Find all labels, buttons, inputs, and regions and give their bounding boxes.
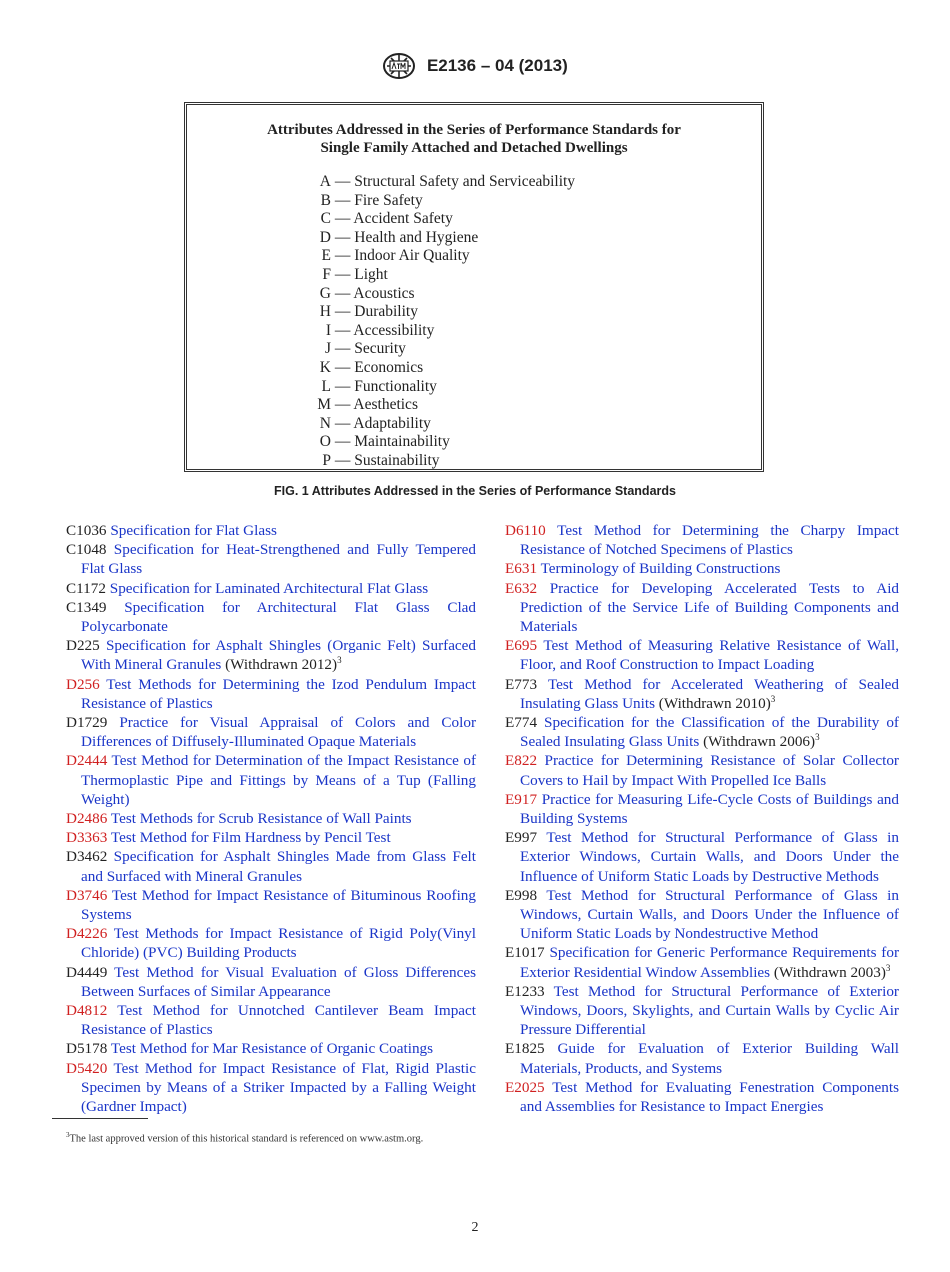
attribute-dash: — [331,173,355,190]
reference-entry [505,1039,899,1077]
reference-code: C1349 [66,598,107,616]
page-header [0,52,950,80]
attribute-item [287,303,575,322]
reference-code: D1729 [66,714,108,732]
reference-code: D3462 [66,848,108,866]
reference-code: D3746 [66,886,108,904]
reference-entry [66,540,476,578]
attribute-letter: I [325,321,331,339]
attribute-dash: — [331,377,355,395]
attribute-letter: O [319,433,331,451]
reference-title-link[interactable]: Test Method for Visual Evaluation of Gloss Differences Between Surfaces of Similar Appearance [81,963,476,1000]
reference-title-link[interactable]: Practice for Determining Resistance of Solar Collector Covers to Hail by Impact With Propelled Ice Balls [520,752,899,789]
reference-code: E917 [505,790,538,808]
reference-entry [66,963,476,1001]
attribute-dash: — [331,414,354,432]
reference-title-link[interactable]: Specification for Asphalt Shingles (Organic Felt) Surfaced With Mineral Granules [81,637,477,674]
reference-title-link[interactable]: Test Method for Mar Resistance of Organic Coatings [110,1040,434,1058]
attribute-dash: — [331,340,355,358]
reference-title-link[interactable]: Terminology of Building Constructions [540,560,781,578]
footnote-text: The last approved version of this historical standard is referenced on www.astm.org. [69,1133,424,1145]
attribute-letter: F [322,265,331,283]
reference-entry [66,579,476,598]
attribute-item [287,396,575,415]
attribute-name: Structural Safety and Serviceability [354,173,576,190]
standard-designation: E2136 – 04 (2013) [426,56,568,75]
attribute-item [287,266,575,285]
attribute-dash: — [331,451,355,469]
reference-code: D6110 [505,522,546,539]
footnote-reference: 3 [770,693,776,704]
reference-entry [66,886,476,924]
reference-entry [505,713,899,751]
reference-title-link[interactable]: Specification for the Classification of the Durability of Sealed Insulating Glass Units [520,714,899,751]
reference-code: E632 [505,579,538,597]
reference-code: D3363 [66,829,108,847]
attribute-name: Sustainability [354,451,440,469]
reference-code: E774 [505,714,538,732]
footnote-reference: 3 [885,962,891,973]
reference-title-link[interactable]: Test Method for Structural Performance of Glass in Windows, Curtain Walls, and Doors Under the Influence of Uniform Static Loads by Nondestructive Method [520,886,899,943]
attribute-item [287,192,575,211]
reference-withdrawn-note: (Withdrawn 2006) [699,733,816,751]
astm-logo-icon [382,52,416,80]
reference-entry [66,675,476,713]
attribute-item [287,415,575,434]
references-left-column [66,521,476,1116]
attribute-dash: — [331,265,355,283]
reference-entry [66,1059,476,1117]
references-right-column [505,521,899,1116]
attribute-letter: C [320,210,331,228]
attribute-item [287,378,575,397]
reference-title-link[interactable]: Specification for Asphalt Shingles Made from Glass Felt and Surfaced with Mineral Granules [81,848,476,885]
reference-title-link[interactable]: Test Method for Structural Performance of Glass in Exterior Windows, Curtain Walls, and Doors Under the Influence of Uniform Static Loads by Destructive Methods [520,829,899,885]
attribute-name: Accident Safety [353,210,453,228]
reference-title-link[interactable]: Practice for Measuring Life-Cycle Costs of Buildings and Building Systems [520,790,899,828]
reference-entry [505,1078,899,1116]
reference-entry [505,579,899,637]
reference-entry [505,828,899,886]
reference-code: E695 [505,637,538,655]
reference-code: C1172 [66,579,106,597]
reference-code: E773 [505,675,538,693]
attribute-name: Acoustics [353,284,415,302]
reference-entry [66,1001,476,1039]
reference-code: D256 [66,675,100,693]
reference-title-link[interactable]: Specification for Laminated Architectural Flat Glass [109,579,429,597]
reference-title-link[interactable]: Specification for Flat Glass [110,522,277,539]
attribute-name: Functionality [354,377,437,395]
reference-title-link[interactable]: Test Methods for Scrub Resistance of Wall Paints [110,810,412,828]
attribute-item [287,210,575,229]
attribute-letter: B [320,191,331,209]
reference-entry [505,559,899,578]
reference-code: D2486 [66,810,108,828]
reference-entry [505,636,899,674]
attribute-letter: K [319,358,331,376]
reference-code: C1048 [66,541,107,559]
attribute-name: Maintainability [354,433,450,451]
reference-entry [505,790,899,828]
attribute-dash: — [331,191,355,209]
reference-title-link[interactable]: Test Methods for Determining the Izod Pendulum Impact Resistance of Plastics [81,675,476,712]
reference-title-link[interactable]: Test Method for Unnotched Cantilever Beam Impact Resistance of Plastics [81,1002,477,1039]
footnote [52,1128,462,1147]
attribute-item [287,322,575,341]
attribute-item [287,433,575,452]
reference-code: E822 [505,752,538,770]
reference-entry [505,521,899,559]
attribute-dash: — [331,228,355,246]
attribute-name: Indoor Air Quality [354,247,470,265]
reference-entry [66,751,476,809]
reference-title-link[interactable]: Test Methods for Impact Resistance of Rigid Poly(Vinyl Chloride) (PVC) Building Products [81,925,476,962]
reference-entry [505,982,899,1040]
attribute-dash: — [331,284,354,302]
attribute-letter: M [317,396,331,414]
attribute-list [287,173,575,471]
reference-title-link[interactable]: Practice for Visual Appraisal of Colors and Color Differences of Diffusely-Illuminated Opaque Materials [81,714,477,751]
attribute-name: Aesthetics [353,396,418,414]
reference-entry [66,847,476,885]
reference-title-link[interactable]: Test Method for Determining the Charpy Impact Resistance of Notched Specimens of Plastics [520,522,899,559]
reference-entry [66,636,476,674]
footnote-reference: 3 [815,732,820,743]
reference-entry [66,598,476,636]
reference-code: D225 [66,637,100,655]
attribute-letter: A [319,173,331,190]
attribute-item [287,285,575,304]
figure-title-line-1: Attributes Addressed in the Series of Performance Standards for [267,122,681,138]
reference-entry [505,886,899,944]
footnote-divider [52,1118,148,1119]
reference-title-link[interactable]: Guide for Evaluation of Exterior Building Wall Materials, Products, and Systems [520,1040,899,1077]
attribute-item [287,340,575,359]
attribute-name: Adaptability [353,414,431,432]
reference-title-link[interactable]: Test Method for Structural Performance of Exterior Windows, Doors, Skylights, and Curtain Walls by Cyclic Air Pressure Differential [520,982,899,1039]
reference-withdrawn-note: (Withdrawn 2010) [655,694,771,712]
reference-code: D5178 [66,1040,108,1058]
attribute-name: Durability [354,303,418,321]
attribute-name: Health and Hygiene [354,228,479,246]
attribute-letter: N [319,414,331,432]
reference-title-link[interactable]: Test Method for Determination of the Impact Resistance of Thermoplastic Pipe and Fittings by Means of a Tup (Falling Weight) [81,752,477,808]
reference-title-link[interactable]: Specification for Heat-Strengthened and Fully Tempered Flat Glass [81,541,476,578]
attribute-dash: — [331,358,355,376]
reference-code: E1825 [505,1040,545,1058]
reference-code: D4449 [66,963,108,981]
reference-title-link[interactable]: Specification for Generic Performance Requirements for Exterior Residential Window Assemblies [520,944,900,981]
footnote-reference: 3 [337,655,342,666]
reference-title-link[interactable]: Test Method for Film Hardness by Pencil Test [110,829,391,847]
reference-entry [505,751,899,789]
reference-code: D4226 [66,925,108,943]
reference-code: E631 [505,560,538,578]
attribute-item [287,247,575,266]
figure-box [184,102,764,472]
attribute-letter: E [321,247,331,265]
reference-withdrawn-note: (Withdrawn 2012) [221,656,338,674]
attribute-name: Light [354,265,388,283]
attribute-dash: — [331,396,354,414]
reference-entry [505,675,899,713]
figure-caption: FIG. 1 Attributes Addressed in the Series of Performance Standards [274,484,676,498]
figure-title [187,121,761,157]
attribute-item [287,173,575,192]
attribute-letter: G [319,284,331,302]
reference-title-link[interactable]: Test Method for Impact Resistance of Flat, Rigid Plastic Specimen by Means of a Striker Impacted by a Falling Weight (Gardner Impact) [81,1059,476,1116]
reference-entry [66,924,476,962]
reference-code: E2025 [505,1078,545,1096]
attribute-letter: J [324,340,331,358]
attribute-name: Fire Safety [354,191,423,209]
reference-code: C1036 [66,522,107,539]
reference-title-link[interactable]: Test Method for Accelerated Weathering of Sealed Insulating Glass Units [520,675,899,712]
attribute-dash: — [331,247,355,265]
attribute-letter: D [319,228,331,246]
attribute-item [287,359,575,378]
attribute-item [287,452,575,471]
reference-entry [66,1039,476,1058]
reference-title-link[interactable]: Test Method of Measuring Relative Resistance of Wall, Floor, and Roof Construction to Impact Loading [520,637,899,674]
reference-code: E1233 [505,982,545,1000]
reference-code: E997 [505,829,538,847]
attribute-letter: H [319,303,331,321]
figure-title-line-2: Single Family Attached and Detached Dwellings [320,140,628,156]
reference-withdrawn-note: (Withdrawn 2003) [770,963,886,981]
attribute-dash: — [331,321,354,339]
attribute-item [287,229,575,248]
reference-title-link[interactable]: Test Method for Impact Resistance of Bituminous Roofing Systems [81,886,476,924]
reference-code: E1017 [505,944,545,962]
attribute-name: Security [354,340,406,358]
attribute-letter: L [321,377,331,395]
attribute-dash: — [331,210,354,228]
reference-entry [66,521,476,540]
reference-entry [66,713,476,751]
reference-title-link[interactable]: Specification for Architectural Flat Glass Clad Polycarbonate [81,598,476,636]
reference-title-link[interactable]: Test Method for Evaluating Fenestration Components and Assemblies for Resistance to Impact Energies [520,1078,899,1116]
attribute-dash: — [331,303,355,321]
reference-code: D5420 [66,1059,108,1077]
page-number: 2 [471,1220,479,1235]
reference-entry [66,828,476,847]
reference-title-link[interactable]: Practice for Developing Accelerated Tests to Aid Prediction of the Service Life of Building Components and Materials [520,579,900,636]
attribute-name: Economics [354,358,424,376]
reference-code: D4812 [66,1002,108,1020]
footnote-marker: 3 [66,1131,70,1139]
reference-code: D2444 [66,752,108,770]
reference-code: E998 [505,886,538,904]
attribute-dash: — [331,433,355,451]
reference-entry [66,809,476,828]
attribute-letter: P [322,451,331,469]
reference-entry [505,943,899,981]
attribute-name: Accessibility [353,321,435,339]
